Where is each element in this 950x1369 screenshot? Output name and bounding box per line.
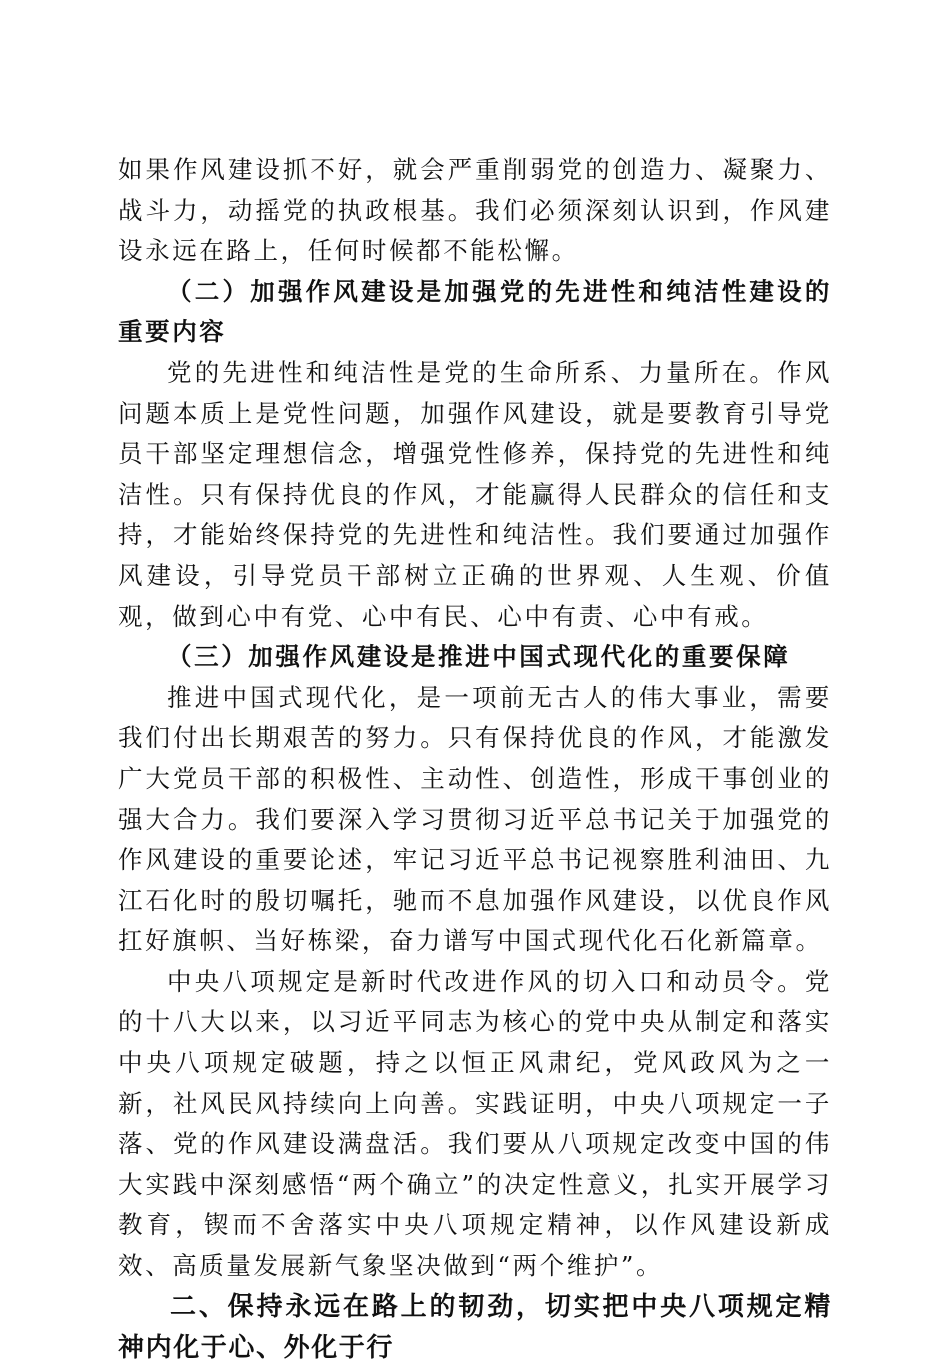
document-body: [118, 150, 832, 1369]
body-paragraph: 中央八项规定是新时代改进作风的切入口和动员令。党的十八大以来，以习近平同志为核心的党中央从制定和落实中央八项规定破题，持之以恒正风肃纪，党风政风为之一新，社风民风持续向上向善。实践证明，中央八项规定一子落、党的作风建设满盘活。我们要从八项规定改变中国的伟大实践中深刻感悟“两个确立”的决定性意义，扎实开展学习教育，锲而不舍落实中央八项规定精神，以作风建设新成效、高质量发展新气象坚决做到“两个维护”。: [118, 966, 832, 1281]
body-paragraph: 如果作风建设抓不好，就会严重削弱党的创造力、凝聚力、战斗力，动摇党的执政根基。我们必须深刻认识到，作风建设永远在路上，任何时候都不能松懈。: [118, 155, 832, 266]
section-subheading: （三）加强作风建设是推进中国式现代化的重要保障: [167, 642, 791, 672]
section-heading: 二、保持永远在路上的韧劲，切实把中央八项规定精神内化于心、外化于行: [118, 1291, 832, 1363]
body-paragraph: 党的先进性和纯洁性是党的生命所系、力量所在。作风问题本质上是党性问题，加强作风建设，就是要教育引导党员干部坚定理想信念，增强党性修养，保持党的先进性和纯洁性。只有保持优良的作风，才能赢得人民群众的信任和支持，才能始终保持党的先进性和纯洁性。我们要通过加强作风建设，引导党员干部树立正确的世界观、人生观、价值观，做到心中有党、心中有民、心中有责、心中有戒。: [118, 357, 832, 631]
section-subheading: （二）加强作风建设是加强党的先进性和纯洁性建设的重要内容: [118, 276, 832, 347]
body-paragraph: 推进中国式现代化，是一项前无古人的伟大事业，需要我们付出长期艰苦的努力。只有保持优良的作风，才能激发广大党员干部的积极性、主动性、创造性，形成干事创业的强大合力。我们要深入学习贯彻习近平总书记关于加强党的作风建设的重要论述，牢记习近平总书记视察胜利油田、九江石化时的殷切嘱托，驰而不息加强作风建设，以优良作风扛好旗帜、当好栋梁，奋力谱写中国式现代化石化新篇章。: [118, 682, 832, 956]
